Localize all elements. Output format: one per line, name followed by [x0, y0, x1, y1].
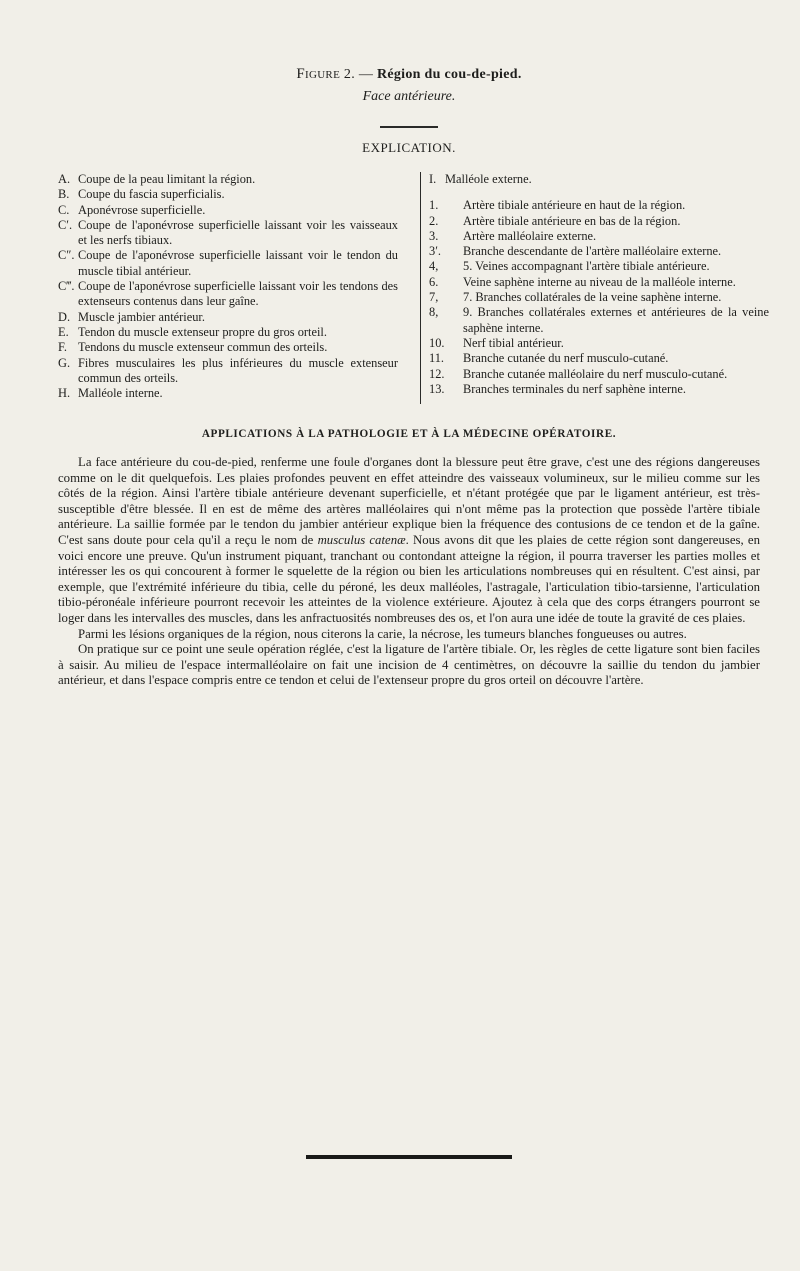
- legend-item: 3′. Branche descendante de l'artère malléolaire externe.: [429, 244, 722, 259]
- legend-item: C″. Coupe de l'aponévrose superficielle laissant voir le tendon du muscle tibial antérieur.: [58, 248, 398, 278]
- figure-title: [58, 66, 760, 83]
- legend-item: 10. Nerf tibial antérieur.: [429, 335, 564, 350]
- region-title: Région du cou-de-pied.: [376, 67, 522, 82]
- legend-item: C. Aponévrose superficielle.: [58, 202, 206, 217]
- title-divider: [380, 126, 438, 128]
- applications-title: APPLICATIONS À LA PATHOLOGIE ET À LA MÉDECINE OPÉRATOIRE.: [201, 428, 617, 440]
- legend-spacer: [429, 187, 769, 198]
- legend-item: C′. Coupe de l'aponévrose superficielle laissant voir les vaisseaux et les nerfs tibiaux.: [58, 217, 398, 248]
- legend-item: I. Malléole externe.: [429, 172, 532, 186]
- title-dash: —: [358, 67, 374, 82]
- legend-item: B. Coupe du fascia superficialis.: [58, 187, 225, 202]
- paragraph: Parmi les lésions organiques de la région, nous citerons la carie, la nécrose, les tumeurs blanches fongueuses ou autres.: [78, 626, 687, 641]
- legend-item: 3. Artère malléolaire externe.: [429, 228, 597, 243]
- legend-item: D. Muscle jambier antérieur.: [58, 309, 205, 324]
- paragraph: La face antérieure du cou-de-pied, renferme une foule d'organes dont la blessure peut être grave, c'est une des régions dangereuses comme on le dit quelquefois. Les plaies profondes peuvent en effet atteindre des vaisseaux volumineux, sur le milieu comme sur les côtés de la région. Ainsi l'artère tibiale antérieure devenant superficielle, et n'étant protégée que par le ligament antérieur, est très-susceptible d'être blessée. Il en est de même des artères malléolaires qui n'ont même pas la protection que possède l'artère tibiale antérieure. La saillie formée par le tendon du jambier antérieur explique bien la fréquence des contusions de ce tendon et de la gaîne. C'est sans doute pour cela qu'il a reçu le nom de musculus catenæ. Nous avons dit que les plaies de cette région sont dangereuses, en voici encore une preuve. Qu'un instrument piquant, tranchant ou contondant atteigne la région, il pourra traverser les parties molles et intéresser les os qui concourent à former le squelette de la région ou bien les articulations nombreuses qui en résultent. C'est ainsi, par exemple, que l'extrémité inférieure du tibia, celle du péroné, les deux malléoles, l'astragale, l'articulation tibio-tarsienne, l'articulation tibio-péronéale inférieure pourront recevoir les atteintes de la violence extérieure. Ajoutez à cela que des corps étrangers pourront se loger dans les intervalles des muscles, dans les anfractuosités nombreuses des os, et l'on aura une idée de toute la gravité de ces plaies.: [58, 455, 760, 625]
- legend-item: C‴. Coupe de l'aponévrose superficielle laissant voir les tendons des extenseurs contenus dans leur gaîne.: [58, 279, 398, 309]
- explanation-title: EXPLICATION.: [362, 140, 456, 155]
- figure-label: Figure: [296, 66, 341, 82]
- legend-item: E. Tendon du muscle extenseur propre du gros orteil.: [58, 324, 327, 339]
- legend-item: 11. Branche cutanée du nerf musculo-cutané.: [429, 351, 669, 366]
- latin-term: musculus catenæ: [317, 532, 406, 547]
- paragraph: On pratique sur ce point une seule opération réglée, c'est la ligature de l'artère tibiale. Or, les règles de cette ligature sont bien faciles à saisir. Au milieu de l'espace intermalléolaire on fait une incision de 4 centimètres, on découvre la saillie du tendon du jambier antérieur, et dans l'espace compris entre ce tendon et celui de l'extenseur propre du gros orteil on découvre l'artère.: [58, 642, 760, 688]
- bottom-divider: [306, 1155, 512, 1159]
- legend-item: 6. Veine saphène interne au niveau de la malléole interne.: [429, 274, 736, 289]
- figure-subtitle: Face antérieure.: [362, 89, 456, 104]
- legend-item: 12. Branche cutanée malléolaire du nerf musculo-cutané.: [429, 366, 728, 381]
- legend-item: A. Coupe de la peau limitant la région.: [58, 172, 256, 186]
- legend-letters: [58, 172, 398, 401]
- legend-item: 4, 5. Veines accompagnant l'artère tibiale antérieure.: [429, 259, 710, 274]
- legend-item: 2. Artère tibiale antérieure en bas de la région.: [429, 213, 681, 228]
- legend-item: G. Fibres musculaires les plus inférieures du muscle extenseur commun des orteils.: [58, 355, 398, 385]
- legend-item: H. Malléole interne.: [58, 386, 163, 401]
- legend-item: 13. Branches terminales du nerf saphène interne.: [429, 381, 686, 396]
- applications-text: [58, 455, 760, 689]
- legend-item: F. Tendons du muscle extenseur commun des orteils.: [58, 340, 328, 355]
- legend-item: 7, 7. Branches collatérales de la veine saphène interne.: [429, 290, 722, 305]
- legend-item: 8, 9. Branches collatérales externes et antérieures de la veine saphène interne.: [429, 305, 769, 335]
- figure-number: 2.: [343, 67, 356, 82]
- legend-item: 1. Artère tibiale antérieure en haut de la région.: [429, 198, 686, 213]
- legend-numbers: [420, 172, 769, 404]
